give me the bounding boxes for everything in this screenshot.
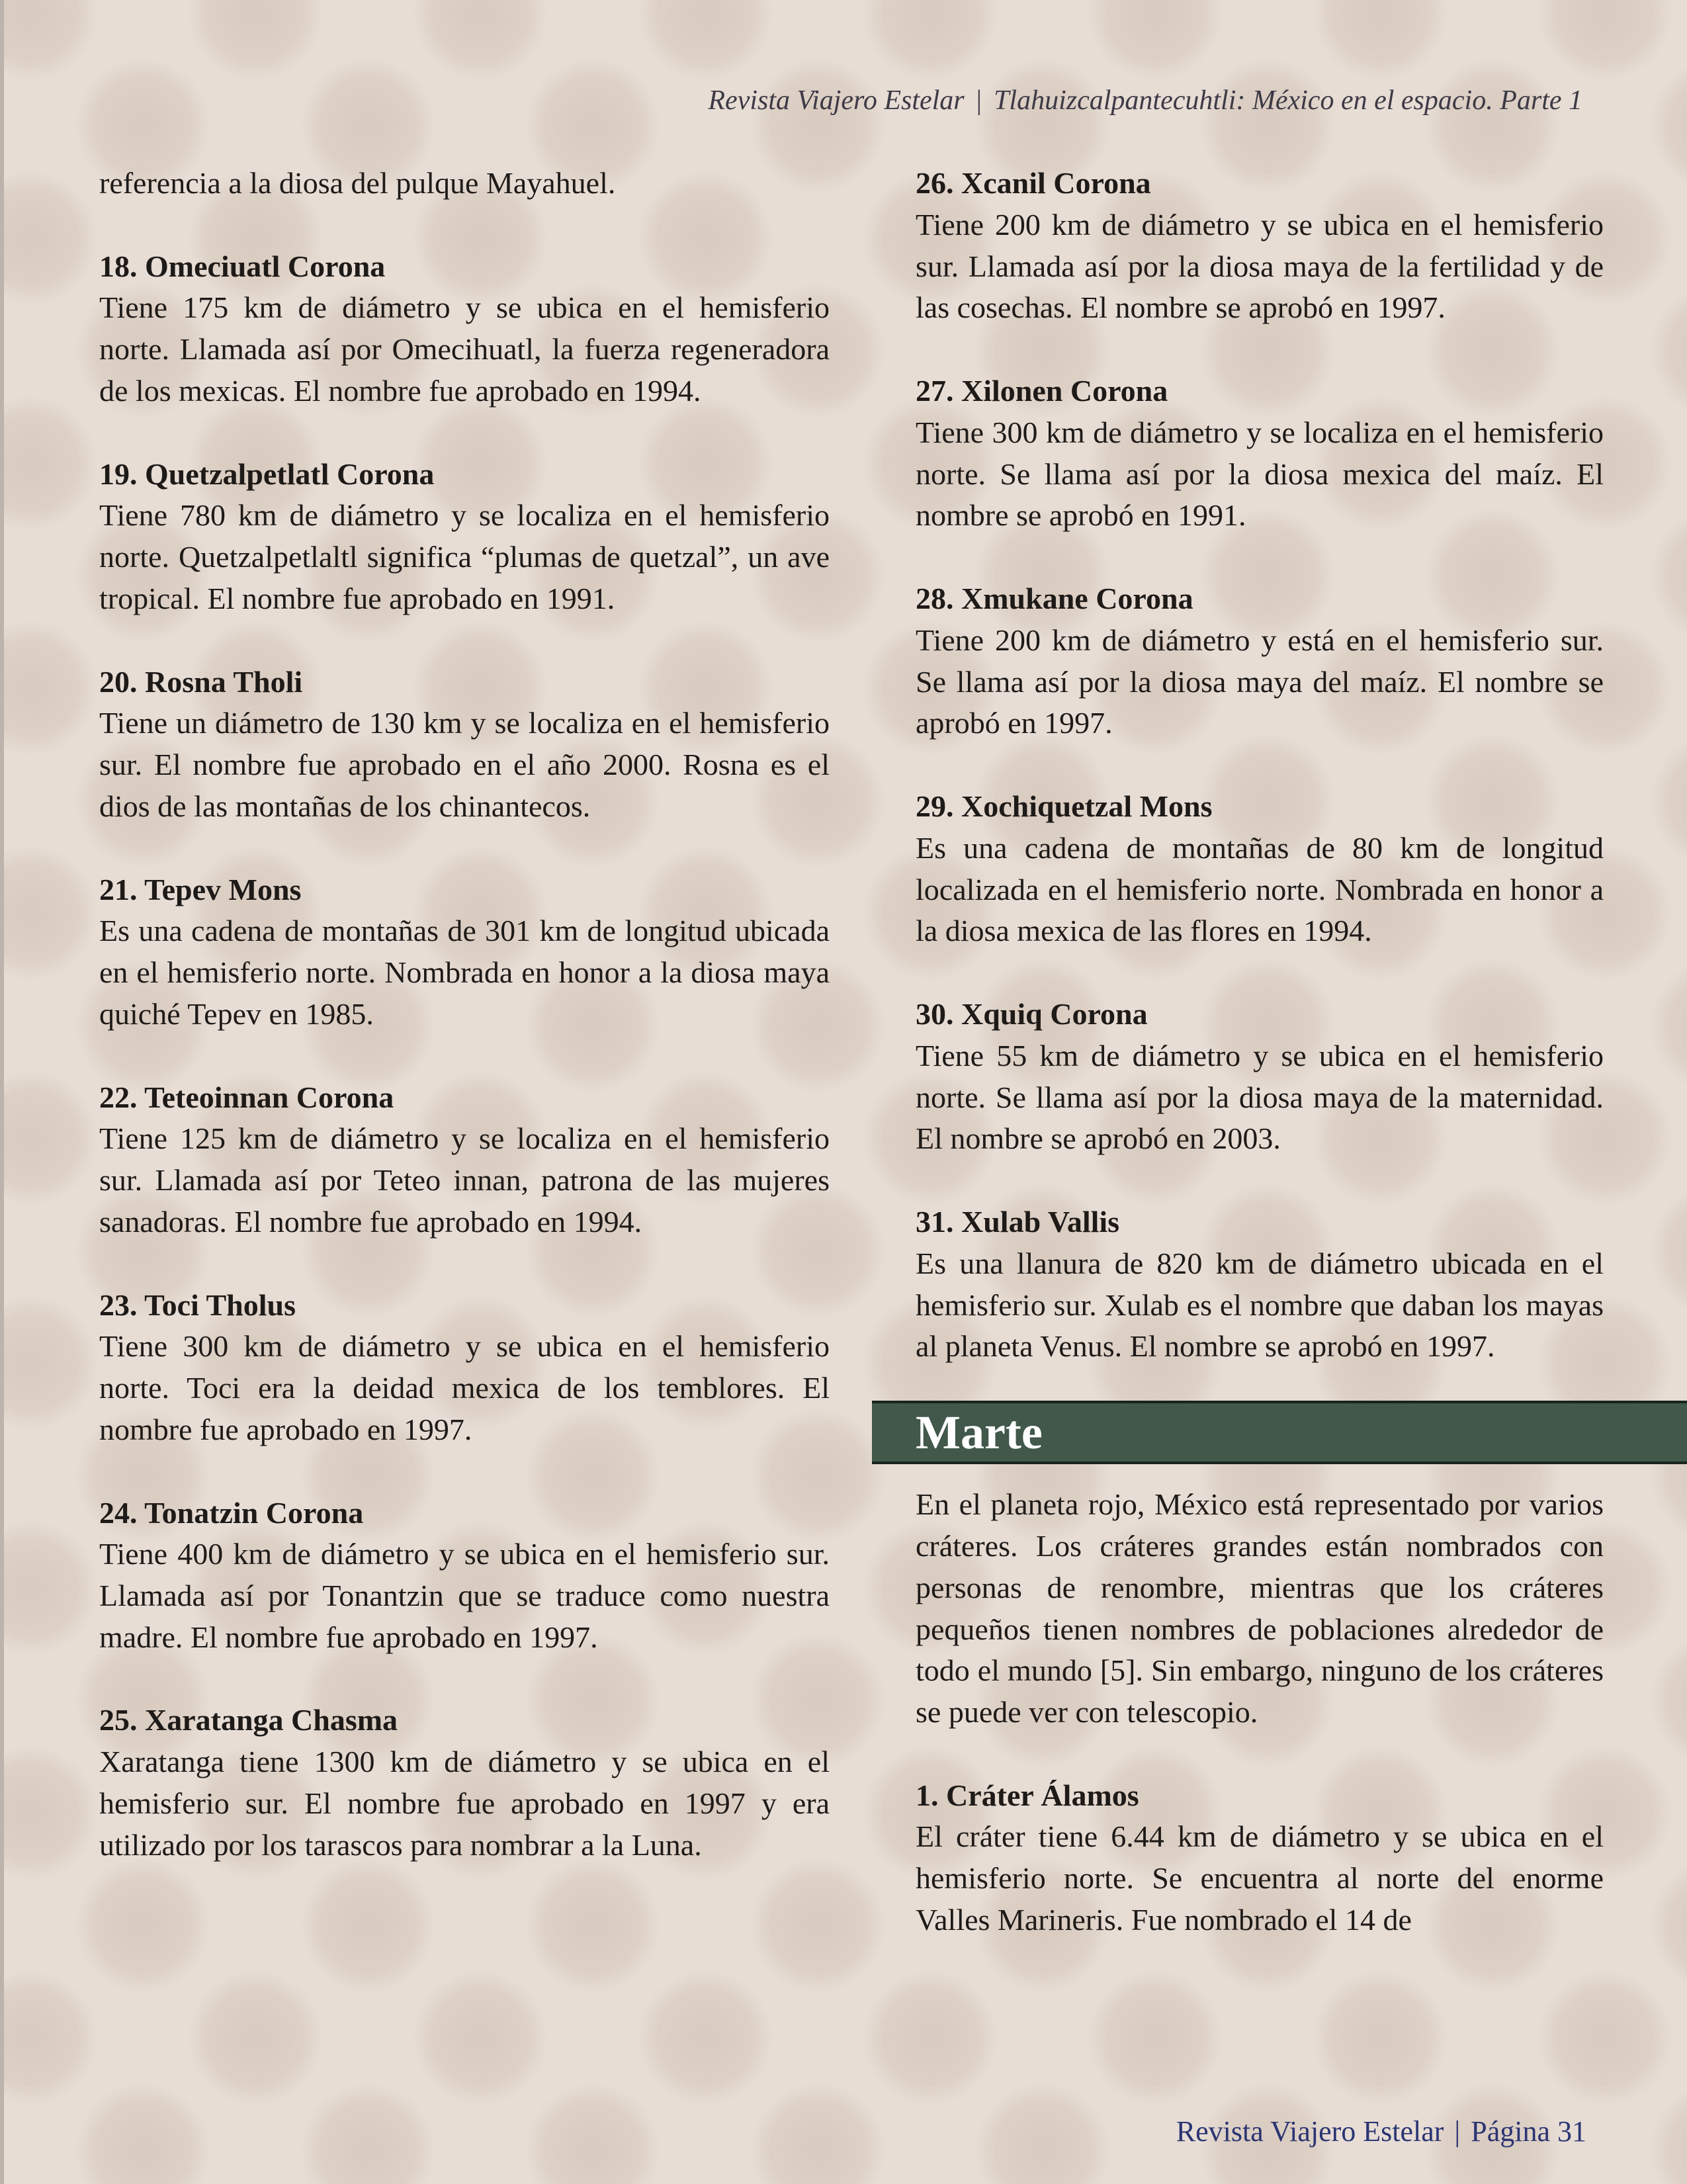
- entry-body: Tiene 175 km de diámetro y se ubica en el hemisferio norte. Llamada así por Omecihuatl, la fuerza regeneradora de los mexicas. El nombre fue aprobado en 1994.: [99, 290, 830, 408]
- entry-body: Es una llanura de 820 km de diámetro ubicada en el hemisferio sur. Xulab es el nombre que daban los mayas al planeta Venus. El nombre se aprobó en 1997.: [916, 1246, 1604, 1364]
- entry-title: 26. Xcanil Corona: [916, 166, 1151, 200]
- entry-teteoinnan-corona: [99, 1077, 830, 1243]
- header-separator: |: [976, 85, 982, 116]
- entry-title: 20. Rosna Tholi: [99, 664, 303, 699]
- running-header: [708, 85, 1582, 116]
- entry-tepev-mons: [99, 869, 830, 1035]
- entry-title: 25. Xaratanga Chasma: [99, 1703, 398, 1737]
- header-article-title: Tlahuizcalpantecuhtli: México en el espacio. Parte 1: [994, 85, 1582, 116]
- entry-rosna-tholi: [99, 662, 830, 828]
- entry-xaratanga-chasma: [99, 1700, 830, 1866]
- entry-title: 29. Xochiquetzal Mons: [916, 789, 1213, 823]
- header-magazine: Revista Viajero Estelar: [708, 85, 965, 116]
- entry-xilonen-corona: [916, 371, 1604, 537]
- entry-body: Es una cadena de montañas de 301 km de longitud ubicada en el hemisferio norte. Nombrada en honor a la diosa maya quiché Tepev en 1985.: [99, 914, 830, 1031]
- entry-title: 31. Xulab Vallis: [916, 1204, 1120, 1239]
- page-number: Página 31: [1471, 2115, 1586, 2148]
- section-heading-bar: [872, 1401, 1687, 1464]
- continuation-text: referencia a la diosa del pulque Mayahuel.: [99, 166, 616, 200]
- entry-body: Tiene 400 km de diámetro y se ubica en el hemisferio sur. Llamada así por Tonantzin que se traduce como nuestra madre. El nombre fue aprobado en 1997.: [99, 1537, 830, 1654]
- left-column: [99, 163, 830, 1907]
- entry-xmukane-corona: [916, 578, 1604, 744]
- entry-title: 22. Teteoinnan Corona: [99, 1080, 394, 1114]
- entry-body: Tiene 300 km de diámetro y se ubica en el hemisferio norte. Toci era la deidad mexica de los temblores. El nombre fue aprobado en 1997.: [99, 1329, 830, 1446]
- footer-magazine: Revista Viajero Estelar: [1176, 2115, 1444, 2148]
- entry-title: 21. Tepev Mons: [99, 872, 302, 906]
- entry-body: Es una cadena de montañas de 80 km de longitud localizada en el hemisferio norte. Nombrada en honor a la diosa mexica de las flores en 1994.: [916, 830, 1604, 948]
- entry-body: El cráter tiene 6.44 km de diámetro y se ubica en el hemisferio norte. Se encuentra al norte del enorme Valles Marineris. Fue nombrado el 14 de: [916, 1819, 1604, 1937]
- entry-body: Tiene un diámetro de 130 km y se localiza en el hemisferio sur. El nombre fue aprobado en el año 2000. Rosna es el dios de las montañas de los chinantecos.: [99, 706, 830, 823]
- entry-body: Tiene 200 km de diámetro y se ubica en el hemisferio sur. Llamada así por la diosa maya de la fertilidad y de las cosechas. El nombre se aprobó en 1997.: [916, 207, 1604, 325]
- entry-title: 28. Xmukane Corona: [916, 581, 1193, 615]
- entry-body: Tiene 300 km de diámetro y se localiza en el hemisferio norte. Se llama así por la diosa mexica del maíz. El nombre se aprobó en 1991.: [916, 415, 1604, 533]
- entry-body: Tiene 55 km de diámetro y se ubica en el hemisferio norte. Se llama así por la diosa maya de la maternidad. El nombre se aprobó en 2003.: [916, 1038, 1604, 1156]
- entry-omeciuatl-corona: [99, 246, 830, 412]
- section-title: Marte: [916, 1406, 1043, 1460]
- entry-title: 18. Omeciuatl Corona: [99, 249, 386, 283]
- entry-title: 19. Quetzalpetlatl Corona: [99, 457, 435, 491]
- entry-body: Tiene 200 km de diámetro y está en el hemisferio sur. Se llama así por la diosa maya del maíz. El nombre se aprobó en 1997.: [916, 623, 1604, 740]
- entry-title: 24. Tonatzin Corona: [99, 1495, 364, 1530]
- entry-xcanil-corona: [916, 163, 1604, 329]
- entry-crater-alamos: [916, 1775, 1604, 1941]
- section-marte: [872, 1401, 1687, 1464]
- entry-body: Tiene 125 km de diámetro y se localiza en el hemisferio sur. Llamada así por Teteo innan, patrona de las mujeres sanadoras. El nombre fue aprobado en 1994.: [99, 1121, 830, 1239]
- entry-quetzalpetlatl-corona: [99, 454, 830, 620]
- entry-xulab-vallis: [916, 1201, 1604, 1368]
- entry-xochiquetzal-mons: [916, 786, 1604, 952]
- entry-title: 27. Xilonen Corona: [916, 373, 1168, 408]
- entry-tonatzin-corona: [99, 1493, 830, 1659]
- footer-separator: |: [1454, 2115, 1461, 2148]
- entry-title: 1. Cráter Álamos: [916, 1778, 1139, 1812]
- entry-title: 23. Toci Tholus: [99, 1288, 296, 1322]
- entry-xquiq-corona: [916, 994, 1604, 1160]
- entry-body: Xaratanga tiene 1300 km de diámetro y se ubica en el hemisferio sur. El nombre fue aprobado en 1997 y era utilizado por los tarascos para nombrar a la Luna.: [99, 1745, 830, 1862]
- entry-body: Tiene 780 km de diámetro y se localiza en el hemisferio norte. Quetzalpetlaltl significa “plumas de quetzal”, un ave tropical. El nombre fue aprobado en 1991.: [99, 498, 830, 615]
- right-column: [916, 163, 1604, 1983]
- section-intro: En el planeta rojo, México está representado por varios cráteres. Los cráteres grandes están nombrados con personas de renombre, mientras que los cráteres pequeños tienen nombres de poblaciones alrededor de todo el mundo [5]. Sin embargo, ninguno de los cráteres se puede ver con telescopio.: [916, 1487, 1604, 1729]
- entry-toci-tholus: [99, 1285, 830, 1451]
- entry-title: 30. Xquiq Corona: [916, 996, 1148, 1031]
- running-footer: [1176, 2115, 1586, 2148]
